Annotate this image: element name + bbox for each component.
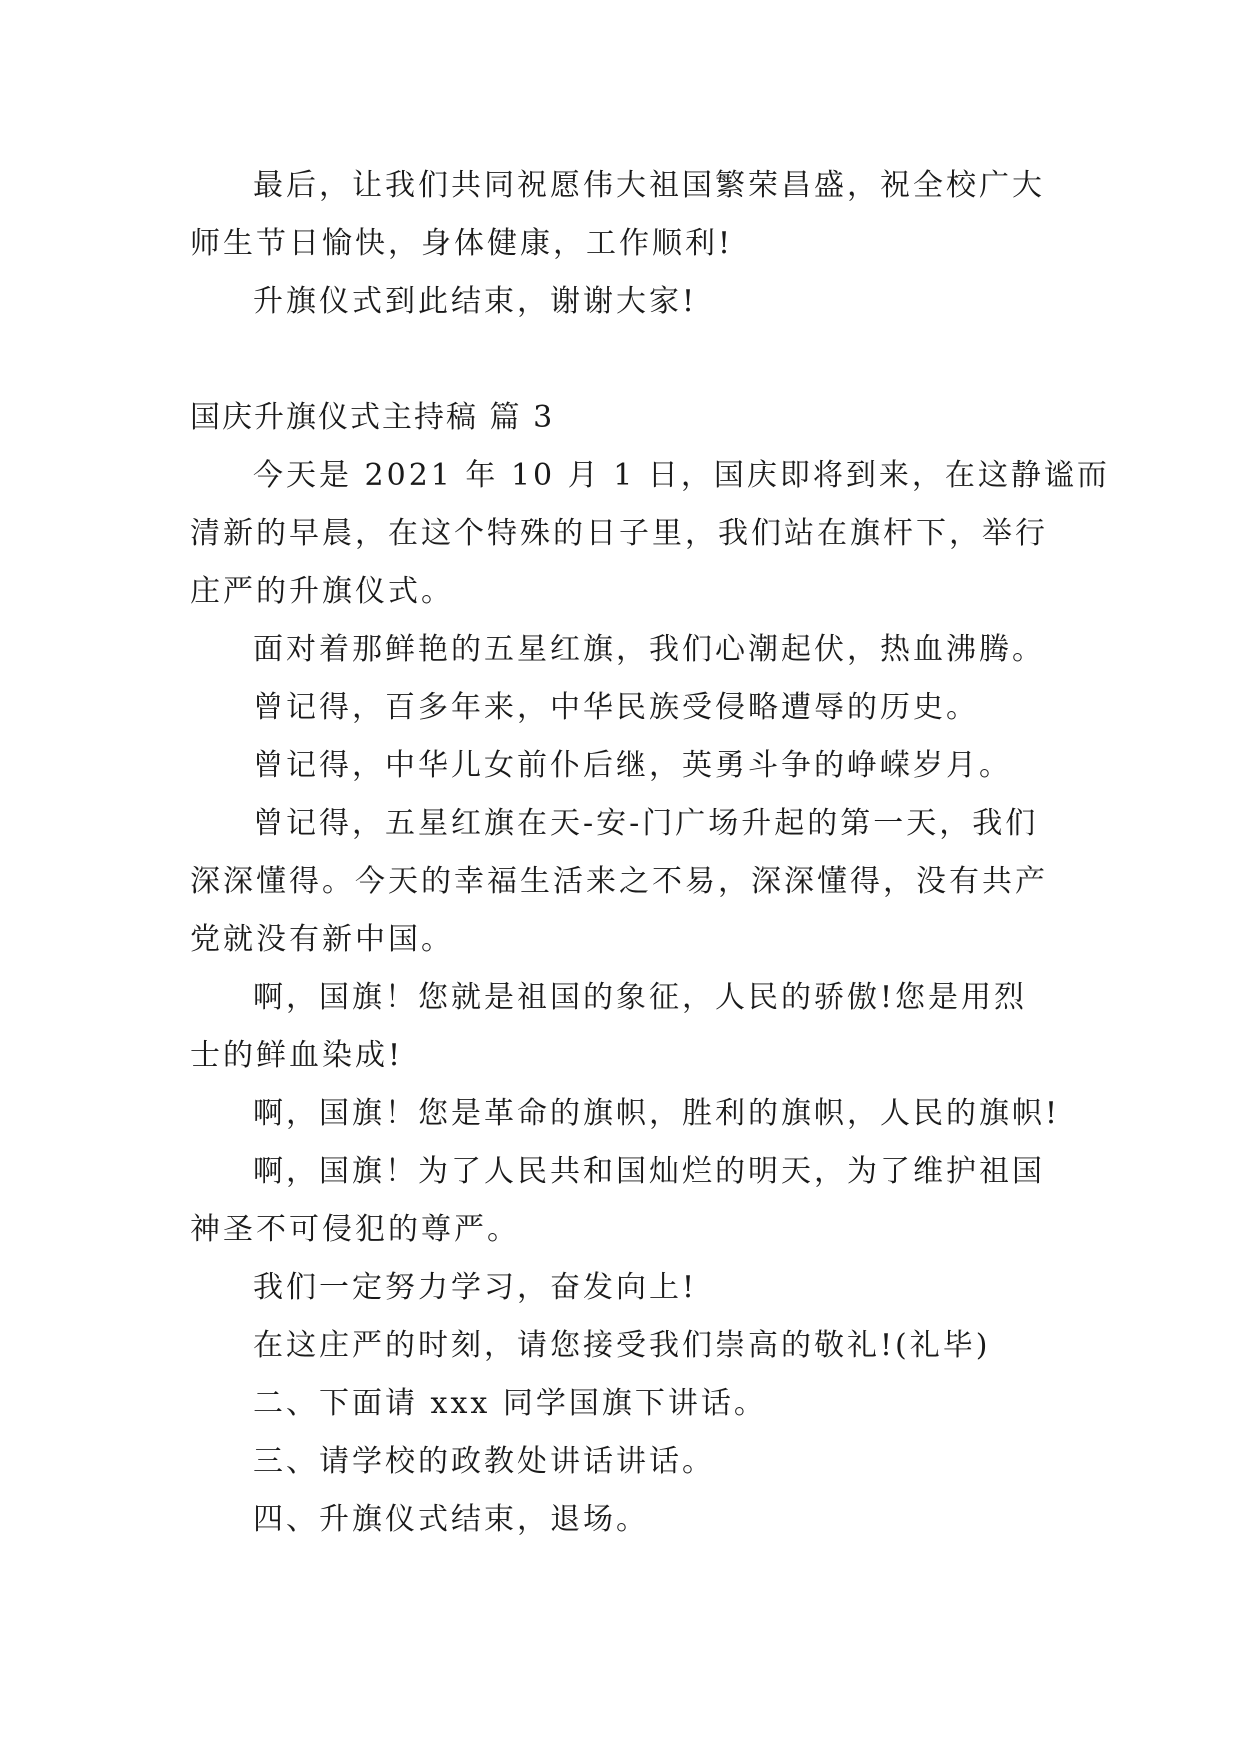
paragraph-line: 三、请学校的政教处讲话讲话。 xyxy=(253,1444,715,1479)
paragraph-line: 啊，国旗！您是革命的旗帜，胜利的旗帜，人民的旗帜! xyxy=(253,1096,1061,1131)
paragraph-line: 师生节日愉快，身体健康，工作顺利! xyxy=(190,226,734,261)
paragraph-line: 深深懂得。今天的幸福生活来之不易，深深懂得，没有共产 xyxy=(190,864,1048,899)
paragraph-line: 最后，让我们共同祝愿伟大祖国繁荣昌盛，祝全校广大 xyxy=(253,168,1045,203)
paragraph-line: 面对着那鲜艳的五星红旗，我们心潮起伏，热血沸腾。 xyxy=(253,632,1045,667)
paragraph-line: 在这庄严的时刻，请您接受我们崇高的敬礼!(礼毕) xyxy=(253,1328,991,1363)
paragraph-line: 啊，国旗！为了人民共和国灿烂的明天，为了维护祖国 xyxy=(253,1154,1045,1189)
section-heading: 国庆升旗仪式主持稿 篇 3 xyxy=(190,400,555,435)
paragraph-line: 我们一定努力学习，奋发向上! xyxy=(253,1270,698,1305)
paragraph-line: 清新的早晨，在这个特殊的日子里，我们站在旗杆下，举行 xyxy=(190,516,1048,551)
paragraph-line: 曾记得，百多年来，中华民族受侵略遭辱的历史。 xyxy=(253,690,979,725)
paragraph-line: 啊，国旗！您就是祖国的象征，人民的骄傲!您是用烈 xyxy=(253,980,1028,1015)
paragraph-line: 四、升旗仪式结束，退场。 xyxy=(253,1502,649,1537)
paragraph-line: 曾记得，五星红旗在天-安-门广场升起的第一天，我们 xyxy=(253,806,1039,841)
paragraph-line: 庄严的升旗仪式。 xyxy=(190,574,454,609)
paragraph-line: 曾记得，中华儿女前仆后继，英勇斗争的峥嵘岁月。 xyxy=(253,748,1012,783)
paragraph-line: 今天是 2021 年 10 月 1 日，国庆即将到来，在这静谧而 xyxy=(253,458,1110,493)
paragraph-line: 士的鲜血染成! xyxy=(190,1038,404,1073)
paragraph-line: 二、下面请 xxx 同学国旗下讲话。 xyxy=(253,1386,767,1421)
paragraph-line: 神圣不可侵犯的尊严。 xyxy=(190,1212,520,1247)
paragraph-line: 升旗仪式到此结束，谢谢大家! xyxy=(253,284,698,319)
paragraph-line: 党就没有新中国。 xyxy=(190,922,454,957)
